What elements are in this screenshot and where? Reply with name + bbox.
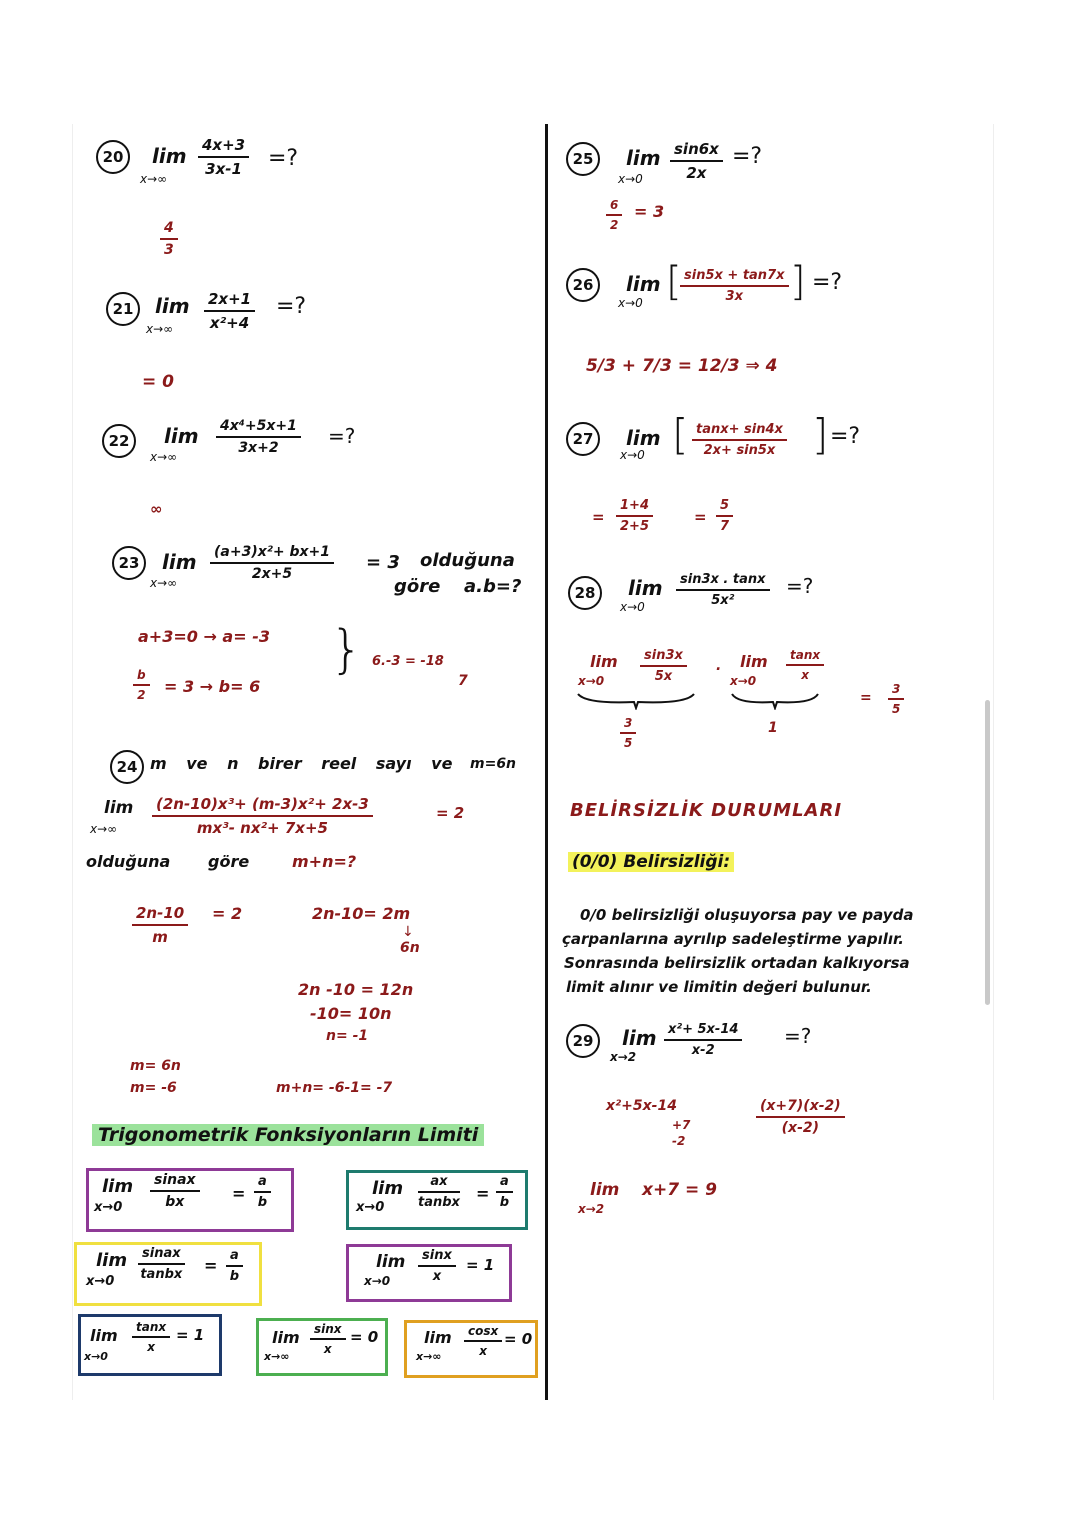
fraction: [670, 140, 723, 182]
denominator: x: [479, 1344, 487, 1358]
paragraph-line-2: çarpanlarına ayrılıp sadeleştirme yapılır.: [562, 930, 904, 948]
text-gore: göre: [394, 576, 441, 597]
dot-operator: .: [716, 658, 722, 674]
lim-subscript: x→∞: [150, 576, 178, 590]
answer: = 0: [142, 372, 174, 392]
subsection-title-text: (0/0) Belirsizliği:: [568, 852, 734, 872]
numerator: 3: [620, 716, 636, 734]
step-b5: n= -1: [326, 1028, 369, 1044]
denominator: m: [152, 928, 168, 946]
denominator: b: [499, 1195, 510, 1210]
denominator: 3x: [725, 289, 743, 304]
numerator: sinax: [150, 1172, 200, 1192]
numerator: a: [496, 1174, 513, 1193]
lim-label: lim: [626, 146, 661, 170]
lim-subscript: x→0: [618, 296, 643, 310]
factor-expression: x²+5x-14: [606, 1098, 677, 1114]
step-3-denom: 7: [458, 673, 468, 689]
denominator: 3: [164, 242, 174, 258]
step-2: = 3 → b= 6: [164, 677, 261, 696]
equals-value: = 3: [366, 552, 400, 573]
lim-label: lim: [152, 144, 187, 168]
equals: =: [232, 1184, 246, 1203]
numerator: sin3x: [640, 648, 687, 667]
lim-subscript: x→0: [86, 1274, 115, 1289]
step-b3: 2n -10 = 12n: [298, 980, 414, 999]
text-olduguna: olduğuna: [420, 550, 515, 571]
denominator: x-2: [691, 1043, 715, 1058]
bracket-left: [: [672, 410, 689, 459]
step-1: a+3=0 → a= -3: [138, 627, 270, 646]
problem-number: 20: [96, 140, 130, 174]
text-gore: göre: [208, 852, 250, 871]
problem-number: 27: [566, 422, 600, 456]
fraction: [464, 1324, 502, 1358]
problem-28: [568, 576, 602, 610]
problem-23: [112, 546, 146, 580]
numerator: sinx: [418, 1248, 456, 1267]
problem-number: 26: [566, 268, 600, 302]
bracket-right: ]: [790, 259, 806, 305]
step-a-fraction: [132, 904, 188, 946]
section-title: BELİRSİZLİK DURUMLARI: [570, 800, 843, 821]
denominator: b: [257, 1195, 268, 1210]
lim-subscript: x→0: [620, 600, 645, 614]
numerator: sin5x + tan7x: [680, 268, 789, 287]
curly-brace: }: [330, 620, 364, 680]
equals-value: = 2: [436, 804, 465, 822]
lim-label: lim: [376, 1252, 406, 1272]
equals: =: [860, 690, 872, 706]
equals-question: =?: [732, 144, 763, 169]
fraction-right: [786, 648, 824, 682]
lim-subscript: x→0: [620, 448, 645, 462]
problem-22: [102, 424, 136, 458]
lim-label: lim: [590, 1180, 620, 1200]
question: a.b=?: [464, 576, 522, 597]
numerator: 2n-10: [132, 904, 188, 926]
lim-subscript: x→0: [578, 674, 605, 688]
paragraph-line-3: Sonrasında belirsizlik ortadan kalkıyorsa: [564, 954, 910, 972]
numerator: sin3x . tanx: [676, 572, 770, 591]
denominator: x: [432, 1269, 442, 1284]
fraction: [418, 1248, 456, 1284]
problem-number: 29: [566, 1024, 600, 1058]
denominator: x: [801, 668, 809, 682]
fraction: [680, 268, 789, 304]
numerator: x²+ 5x-14: [664, 1022, 742, 1041]
lim-label: lim: [740, 652, 768, 671]
fraction: [204, 290, 255, 332]
problem-25: [566, 142, 600, 176]
answer: 5/3 + 7/3 = 12/3 ⇒ 4: [586, 356, 778, 376]
problem-number: 25: [566, 142, 600, 176]
lim-subscript: x→0: [356, 1200, 385, 1215]
lim-subscript: x→0: [364, 1274, 391, 1288]
numerator: cosx: [464, 1324, 502, 1342]
lim-subscript: x→0: [94, 1200, 123, 1215]
lim-subscript: x→0: [618, 172, 643, 186]
lim-label: lim: [102, 1176, 134, 1197]
answer-fraction: [160, 220, 178, 258]
fraction: [138, 1246, 185, 1282]
problem-number: 22: [102, 424, 136, 458]
fraction-left: [640, 648, 687, 684]
problem-number: 24: [110, 750, 144, 784]
problem-number: 21: [106, 292, 140, 326]
lim-label: lim: [628, 576, 663, 600]
lim-label: lim: [96, 1250, 128, 1271]
numerator: sinax: [138, 1246, 185, 1265]
problem-21: [106, 292, 140, 326]
denominator: 2: [137, 688, 146, 702]
problem-number: 23: [112, 546, 146, 580]
denominator: 3x+2: [238, 440, 279, 456]
step-b4: -10= 10n: [310, 1004, 392, 1023]
denominator: 5x²: [711, 593, 735, 608]
fraction: [198, 136, 249, 178]
numerator: sin6x: [670, 140, 723, 162]
denominator: 2x+5: [251, 566, 293, 582]
lim-subscript: x→∞: [416, 1350, 442, 1363]
lim-label: lim: [372, 1178, 404, 1199]
step-2-fraction: [133, 668, 150, 702]
answer: = 3: [634, 202, 665, 221]
equals-question: =?: [786, 574, 814, 598]
column-divider: [545, 124, 548, 1400]
lim-subscript: x→2: [610, 1050, 637, 1064]
problem-24-text: m ve n birer reel sayı ve: [150, 754, 453, 773]
denominator: b: [229, 1269, 240, 1284]
fraction: [664, 1022, 742, 1058]
numerator: 3: [888, 682, 904, 700]
denominator: tanbx: [418, 1195, 460, 1210]
equals: =: [694, 508, 707, 526]
denominator: 5: [624, 736, 633, 750]
fraction: [676, 572, 770, 608]
scrollbar-thumb[interactable]: [985, 700, 990, 1005]
result: = 1: [176, 1326, 205, 1344]
numerator: sinx: [310, 1322, 346, 1340]
denominator: (x-2): [781, 1120, 820, 1136]
fraction: [150, 1172, 200, 1210]
numerator: a: [226, 1248, 243, 1267]
text-olduguna: olduğuna: [86, 852, 171, 871]
lim-label: lim: [424, 1328, 452, 1347]
lim-subscript: x→∞: [150, 450, 178, 464]
equals-question: =?: [784, 1024, 812, 1048]
numerator: tanx: [132, 1320, 170, 1338]
numerator: 2x+1: [204, 290, 255, 312]
equals: =: [476, 1184, 490, 1203]
step-b1: 2n-10= 2m: [312, 904, 411, 923]
result-fraction: [496, 1174, 513, 1210]
numerator: ax: [418, 1174, 460, 1193]
denominator: 3x-1: [205, 160, 242, 178]
numerator: 4x⁴+5x+1: [216, 418, 301, 438]
problem-number: 28: [568, 576, 602, 610]
underbrace-left: [576, 690, 696, 710]
result-fraction: [888, 682, 904, 716]
denominator: tanbx: [140, 1267, 183, 1282]
bracket-right: ]: [812, 410, 829, 459]
fraction: [152, 795, 373, 837]
lim-subscript: x→0: [84, 1350, 108, 1363]
problem-29: [566, 1024, 600, 1058]
lim-label: lim: [162, 550, 197, 574]
equals-question: =?: [276, 294, 307, 319]
answer-fraction-1: [616, 498, 653, 534]
numerator: 4x+3: [198, 136, 249, 158]
lim-subscript: x→∞: [90, 822, 118, 836]
denominator: x²+4: [209, 314, 250, 332]
answer-fraction-2: [716, 498, 733, 534]
lim-label: lim: [272, 1328, 300, 1347]
factor-plus: +7: [672, 1118, 691, 1132]
numerator: (a+3)x²+ bx+1: [210, 544, 334, 564]
numerator: 5: [716, 498, 733, 517]
step-a-equals: = 2: [212, 904, 243, 923]
equals-question: =?: [328, 424, 356, 448]
factored-fraction: [756, 1098, 845, 1136]
equals-question: =?: [812, 270, 843, 295]
step-3: 6.-3 = -18: [372, 654, 444, 669]
factor-minus: -2: [672, 1134, 686, 1148]
lim-label: lim: [104, 798, 134, 818]
denominator: 5: [892, 702, 901, 716]
equals-question: =?: [830, 424, 861, 449]
underbrace-right: [730, 690, 820, 710]
denominator: x: [147, 1340, 155, 1354]
fraction: [132, 1320, 170, 1354]
problem-26: [566, 268, 600, 302]
lim-label: lim: [590, 652, 618, 671]
problem-24: [110, 750, 144, 784]
equals: =: [204, 1256, 218, 1275]
subsection-title: [568, 852, 734, 872]
condition: m=6n: [470, 756, 517, 772]
denominator: 5x: [654, 669, 673, 684]
denominator: mx³- nx²+ 7x+5: [196, 819, 328, 837]
numerator: a: [254, 1174, 271, 1193]
lim-label: lim: [626, 426, 661, 450]
result-fraction: [254, 1174, 271, 1210]
numerator: (2n-10)x³+ (m-3)x²+ 2x-3: [152, 795, 373, 817]
lim-label: lim: [164, 424, 199, 448]
result: = 0: [350, 1328, 379, 1346]
numerator: tanx: [786, 648, 824, 666]
lim-subscript: x→∞: [264, 1350, 290, 1363]
numerator: tanx+ sin4x: [692, 422, 787, 441]
fraction: [310, 1322, 346, 1356]
problem-27: [566, 422, 600, 456]
denominator: bx: [165, 1194, 185, 1210]
lim-label: lim: [626, 272, 661, 296]
lim-label: lim: [155, 294, 190, 318]
denominator: x: [323, 1342, 332, 1356]
fraction: [418, 1174, 460, 1210]
result: = 1: [466, 1256, 495, 1274]
denominator: 2: [610, 218, 619, 232]
step-b2: 6n: [400, 940, 420, 956]
denominator: 2x: [686, 164, 707, 182]
trig-title-text: Trigonometrik Fonksiyonların Limiti: [92, 1124, 484, 1146]
equals-question: =?: [268, 146, 299, 171]
denominator: 2+5: [620, 519, 649, 534]
result: = 0: [504, 1330, 533, 1348]
numerator: b: [133, 668, 150, 686]
limit-result: x+7 = 9: [642, 1180, 717, 1200]
lim-label: lim: [622, 1026, 657, 1050]
numerator: 4: [160, 220, 178, 240]
numerator: (x+7)(x-2): [756, 1098, 845, 1118]
step-c2: m= -6: [130, 1080, 177, 1096]
answer-fraction: [606, 198, 622, 232]
lim-subscript: x→∞: [140, 172, 168, 186]
equals: =: [592, 508, 605, 526]
arrow-down-icon: ↓: [402, 924, 414, 940]
trig-section-title: [92, 1124, 484, 1146]
value: 1: [768, 720, 778, 736]
value-fraction: [620, 716, 636, 750]
denominator: 7: [720, 519, 730, 534]
bracket-left: [: [666, 259, 682, 305]
lim-subscript: x→∞: [146, 322, 174, 336]
problem-20: [96, 140, 130, 174]
result-fraction: [226, 1248, 243, 1284]
fraction: [216, 418, 301, 456]
fraction: [692, 422, 787, 458]
fraction: [210, 544, 334, 582]
lim-label: lim: [90, 1326, 118, 1345]
answer: ∞: [150, 500, 163, 518]
step-c1: m= 6n: [130, 1058, 181, 1074]
lim-subscript: x→2: [578, 1202, 605, 1216]
paragraph-line-4: limit alınır ve limitin değeri bulunur.: [566, 978, 872, 996]
paragraph-line-1: 0/0 belirsizliği oluşuyorsa pay ve payda: [580, 906, 914, 924]
numerator: 6: [606, 198, 622, 216]
step-c3: m+n= -6-1= -7: [276, 1080, 393, 1096]
question: m+n=?: [292, 852, 357, 871]
denominator: 2x+ sin5x: [703, 443, 776, 458]
numerator: 1+4: [616, 498, 653, 517]
lim-subscript: x→0: [730, 674, 757, 688]
